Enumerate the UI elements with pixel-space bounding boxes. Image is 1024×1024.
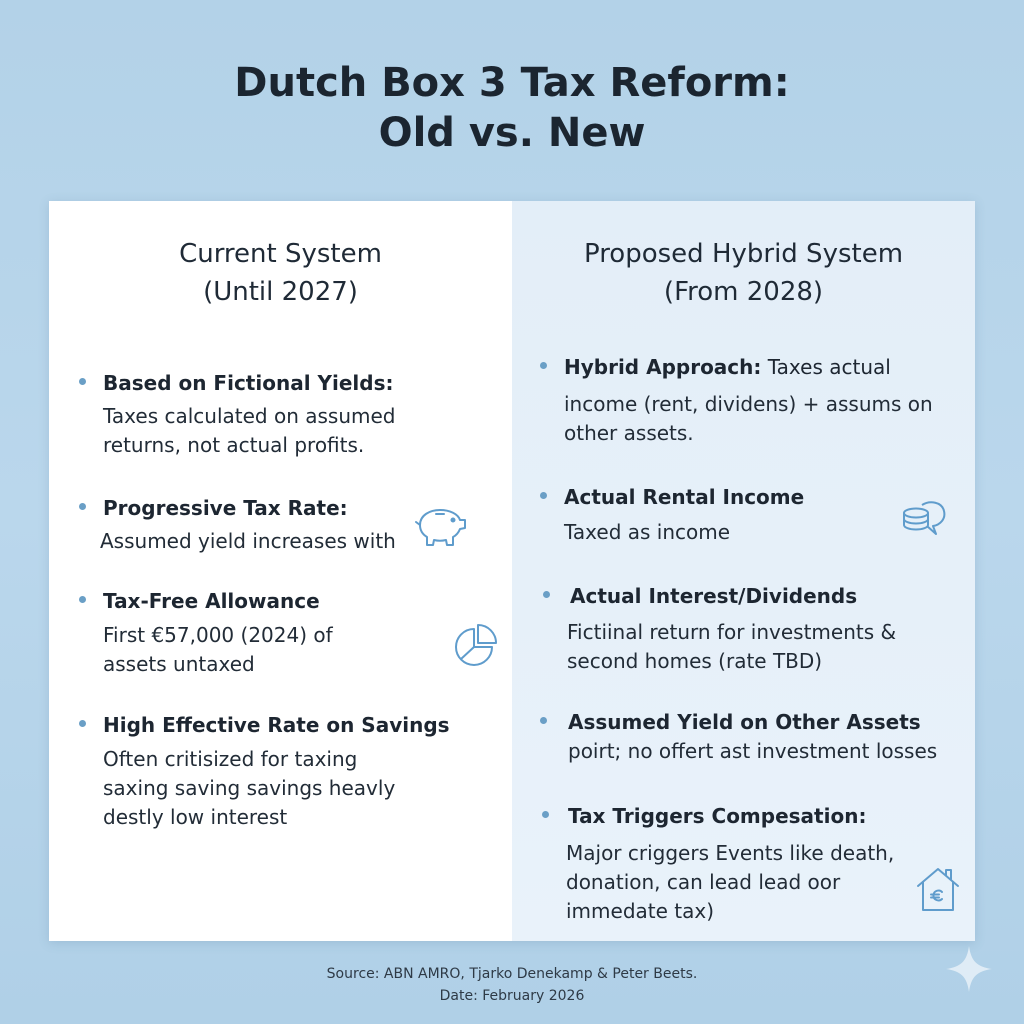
bullet-icon <box>540 362 547 369</box>
item-title <box>564 354 891 380</box>
current-system-heading <box>49 235 512 311</box>
proposed-system-column <box>512 201 975 941</box>
item-description-line: second homes (rate TBD) <box>567 649 823 673</box>
item-description-line: immedate tax) <box>566 899 715 923</box>
item-description-line: Taxed as income <box>564 520 731 544</box>
coins-chat-icon <box>900 499 948 547</box>
bullet-icon <box>79 503 86 510</box>
sparkle-icon <box>944 944 994 998</box>
item-description-line: Assumed yield increases with <box>100 529 396 553</box>
item-description <box>568 737 937 766</box>
bullet-icon <box>543 591 550 598</box>
footer <box>0 963 1024 1007</box>
bullet-icon <box>79 596 86 603</box>
proposed-system-heading <box>512 235 975 311</box>
item-description <box>103 402 395 460</box>
item-description-line: saxing saving savings heavly <box>103 776 396 800</box>
item-title: Progressive Tax Rate: <box>103 496 348 520</box>
item-title: Based on Fictional Yields: <box>103 371 394 395</box>
item-description-line: First €57,000 (2024) of <box>103 623 333 647</box>
item-title: High Effective Rate on Savings <box>103 713 450 737</box>
current-system-heading-line-2: (Until 2027) <box>203 277 358 307</box>
item-description-line: donation, can lead lead oor <box>566 870 841 894</box>
proposed-system-heading-line-2: (From 2028) <box>663 277 824 307</box>
item-description <box>566 839 894 926</box>
item-title: Tax Triggers Compesation: <box>568 804 867 828</box>
bullet-icon <box>542 811 549 818</box>
bullet-icon <box>79 378 86 385</box>
item-description-line: poirt; no offert ast investment losses <box>568 739 938 763</box>
bullet-icon <box>79 720 86 727</box>
comparison-panel <box>49 201 975 941</box>
item-title: Assumed Yield on Other Assets <box>568 710 921 734</box>
title-line-1: Dutch Box 3 Tax Reform: <box>234 60 790 106</box>
item-description <box>564 518 730 547</box>
page-title <box>0 58 1024 158</box>
item-title: Tax-Free Allowance <box>103 589 320 613</box>
item-title: Actual Rental Income <box>564 485 805 509</box>
current-system-heading-line-1: Current System <box>179 239 382 269</box>
item-description <box>103 621 333 679</box>
item-description <box>567 618 896 676</box>
title-line-2: Old vs. New <box>378 110 646 156</box>
item-description-line: other assets. <box>564 421 694 445</box>
item-description-line: assets untaxed <box>103 652 255 676</box>
pie-chart-icon <box>453 623 499 673</box>
house-euro-icon <box>915 865 961 917</box>
item-description <box>564 390 933 448</box>
item-description-line: returns, not actual profits. <box>103 433 365 457</box>
piggy-bank-icon <box>414 505 468 553</box>
item-description-line: destly low interest <box>103 805 288 829</box>
source-credit: Source: ABN AMRO, Tjarko Denekamp & Peter Beets. <box>326 966 698 982</box>
bullet-icon <box>540 717 547 724</box>
item-description-line: Fictiinal return for investments & <box>567 620 897 644</box>
item-title-rest: Taxes actual <box>761 355 891 379</box>
item-description-line: Taxes calculated on assumed <box>103 404 396 428</box>
item-description-line: income (rent, dividens) + assums on <box>564 392 933 416</box>
date-label: Date: February 2026 <box>439 988 585 1004</box>
item-title-bold: Hybrid Approach: <box>564 355 762 379</box>
item-description-line: Often critisized for taxing <box>103 747 358 771</box>
item-description <box>103 745 395 832</box>
current-system-column <box>49 201 512 941</box>
item-title: Actual Interest/Dividends <box>570 584 858 608</box>
item-description-line: Major criggers Events like death, <box>566 841 895 865</box>
proposed-system-heading-line-1: Proposed Hybrid System <box>583 239 904 269</box>
item-description <box>100 527 396 556</box>
bullet-icon <box>540 492 547 499</box>
